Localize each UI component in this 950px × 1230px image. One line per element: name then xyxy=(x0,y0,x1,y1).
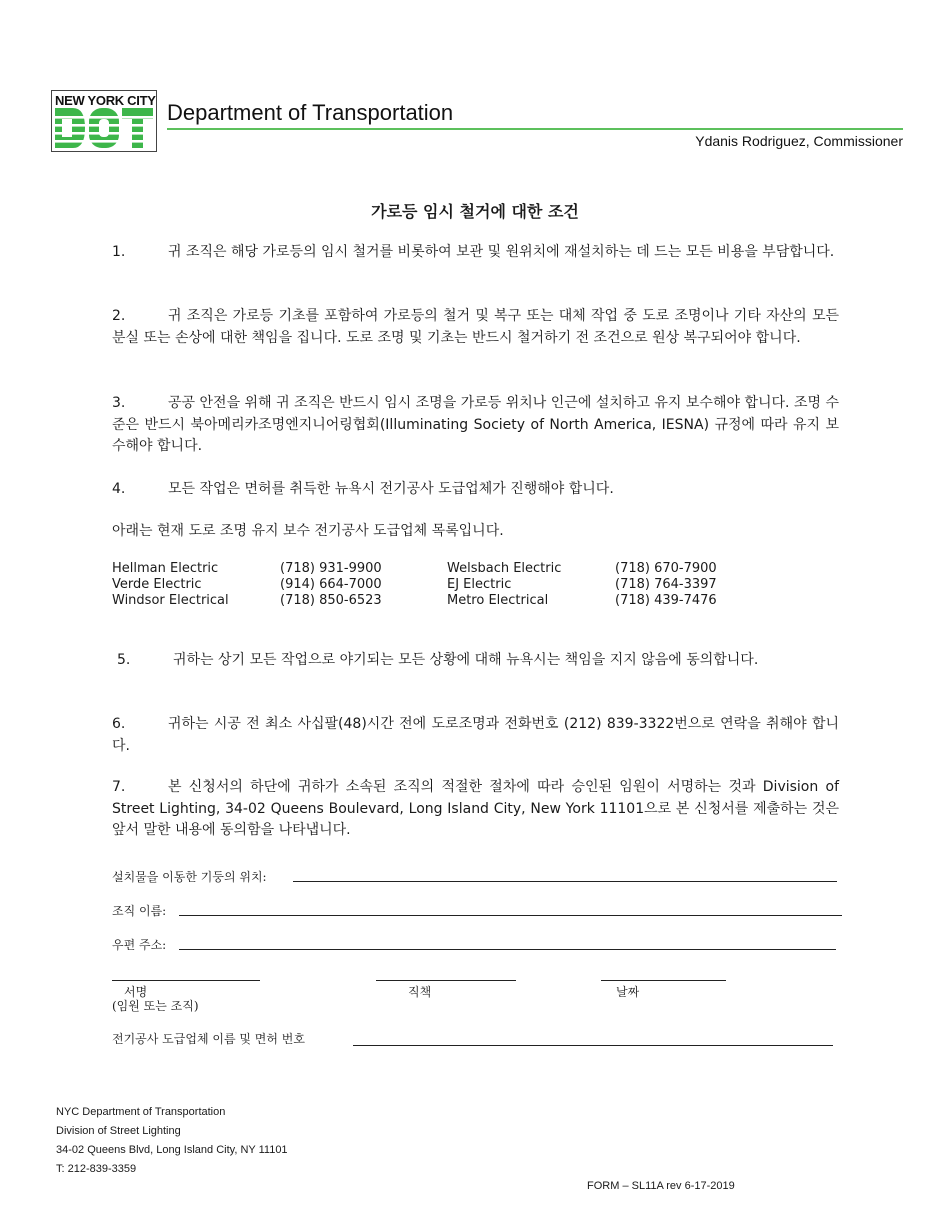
form-number: FORM – SL11A rev 6-17-2019 xyxy=(587,1180,735,1192)
signature-label: 서명 xyxy=(124,985,148,999)
signature-sublabel: (임원 또는 조직) xyxy=(112,999,199,1013)
item-text: 공공 안전을 위해 귀 조직은 반드시 임시 조명을 가로등 위치나 인근에 설치하고 유지 보수해야 합니다. 조명 수준은 반드시 북아메리카조명엔지니어링협회(Illuminating Society of North America, IESNA) 규정에 따라 유지 보수해야 합니다. xyxy=(112,395,839,454)
footer-line: T: 212-839-3359 xyxy=(56,1163,137,1175)
logo-city-text: NEW YORK CITY xyxy=(55,93,156,108)
contractor-phone: (718) 670-7900 xyxy=(615,561,717,576)
item-number: 5. xyxy=(117,652,131,668)
nyc-dot-logo xyxy=(51,90,157,152)
item-number: 3. xyxy=(112,395,126,411)
item-text: 귀하는 상기 모든 작업으로 야기되는 모든 상황에 대해 뉴욕시는 책임을 지지 않음에 동의합니다. xyxy=(173,652,759,668)
item-number: 4. xyxy=(112,481,126,497)
condition-item-3 xyxy=(112,393,839,458)
item-number: 1. xyxy=(112,244,126,260)
department-name: Department of Transportation xyxy=(167,100,454,125)
org-name-label: 조직 이름: xyxy=(112,904,167,918)
date-field[interactable] xyxy=(601,980,726,981)
contractor-name: Hellman Electric xyxy=(112,561,219,576)
date-label: 날짜 xyxy=(616,985,640,999)
contractor-license-label: 전기공사 도급업체 이름 및 면허 번호 xyxy=(112,1032,305,1046)
item-text: 본 신청서의 하단에 귀하가 소속된 조직의 적절한 절차에 따라 승인된 임원이 서명하는 것과 Division of Street Lighting, 34-02 Queens Boulevard, Long Island City, New York 11101으로 본 신청서를 제출하는 것은 앞서 말한 내용에 동의함을 나타냅니다. xyxy=(112,779,839,838)
condition-item-1 xyxy=(112,242,839,264)
condition-item-7 xyxy=(112,777,839,842)
contractor-name: Verde Electric xyxy=(112,577,202,592)
contractor-name: EJ Electric xyxy=(447,577,512,592)
item-number: 6. xyxy=(112,716,126,732)
item-text: 모든 작업은 면허를 취득한 뉴욕시 전기공사 도급업체가 진행해야 합니다. xyxy=(168,481,614,497)
signature-field[interactable] xyxy=(112,980,260,981)
dot-logo-mark xyxy=(55,108,153,148)
commissioner-name: Ydanis Rodriguez, Commissioner xyxy=(695,133,903,149)
contractor-phone: (718) 850-6523 xyxy=(280,593,382,608)
footer-line: NYC Department of Transportation xyxy=(56,1106,226,1118)
contractor-name: Windsor Electrical xyxy=(112,593,229,608)
item-text: 귀 조직은 가로등 기초를 포함하여 가로등의 철거 및 복구 또는 대체 작업 중 도로 조명이나 기타 자산의 모든 분실 또는 손상에 대한 책임을 집니다. 도로 조명 및 기초는 반드시 철거하기 전 조건으로 원상 복구되어야 합니다. xyxy=(112,308,839,346)
item-text: 귀하는 시공 전 최소 사십팔(48)시간 전에 도로조명과 전화번호 (212) 839-3322번으로 연락을 취해야 합니다. xyxy=(112,716,839,754)
contractor-phone: (718) 931-9900 xyxy=(280,561,382,576)
condition-item-5 xyxy=(117,650,833,672)
header-rule xyxy=(167,128,903,130)
contractor-name: Welsbach Electric xyxy=(447,561,562,576)
condition-item-4 xyxy=(112,479,839,501)
title-label: 직책 xyxy=(408,985,432,999)
pole-location-field[interactable] xyxy=(293,881,837,882)
item-number: 2. xyxy=(112,308,126,324)
condition-item-2 xyxy=(112,306,839,349)
item-text: 귀 조직은 해당 가로등의 임시 철거를 비롯하여 보관 및 원위치에 재설치하는 데 드는 모든 비용을 부담합니다. xyxy=(168,244,835,260)
pole-location-label: 설치물을 이동한 기둥의 위치: xyxy=(112,870,267,884)
contractor-phone: (914) 664-7000 xyxy=(280,577,382,592)
condition-item-6 xyxy=(112,714,839,757)
page-title: 가로등 임시 철거에 대한 조건 xyxy=(371,202,579,221)
item-number: 7. xyxy=(112,779,126,795)
mail-address-label: 우편 주소: xyxy=(112,938,167,952)
footer-address xyxy=(56,1103,288,1179)
contractor-intro: 아래는 현재 도로 조명 유지 보수 전기공사 도급업체 목록입니다. xyxy=(112,523,504,539)
contractor-name: Metro Electrical xyxy=(447,593,549,608)
mail-address-field[interactable] xyxy=(179,949,836,950)
org-name-field[interactable] xyxy=(179,915,842,916)
title-field[interactable] xyxy=(376,980,516,981)
contractor-phone: (718) 764-3397 xyxy=(615,577,717,592)
contractor-license-field[interactable] xyxy=(353,1045,833,1046)
footer-line: Division of Street Lighting xyxy=(56,1125,181,1137)
contractor-phone: (718) 439-7476 xyxy=(615,593,717,608)
footer-line: 34-02 Queens Blvd, Long Island City, NY 11101 xyxy=(56,1144,288,1156)
